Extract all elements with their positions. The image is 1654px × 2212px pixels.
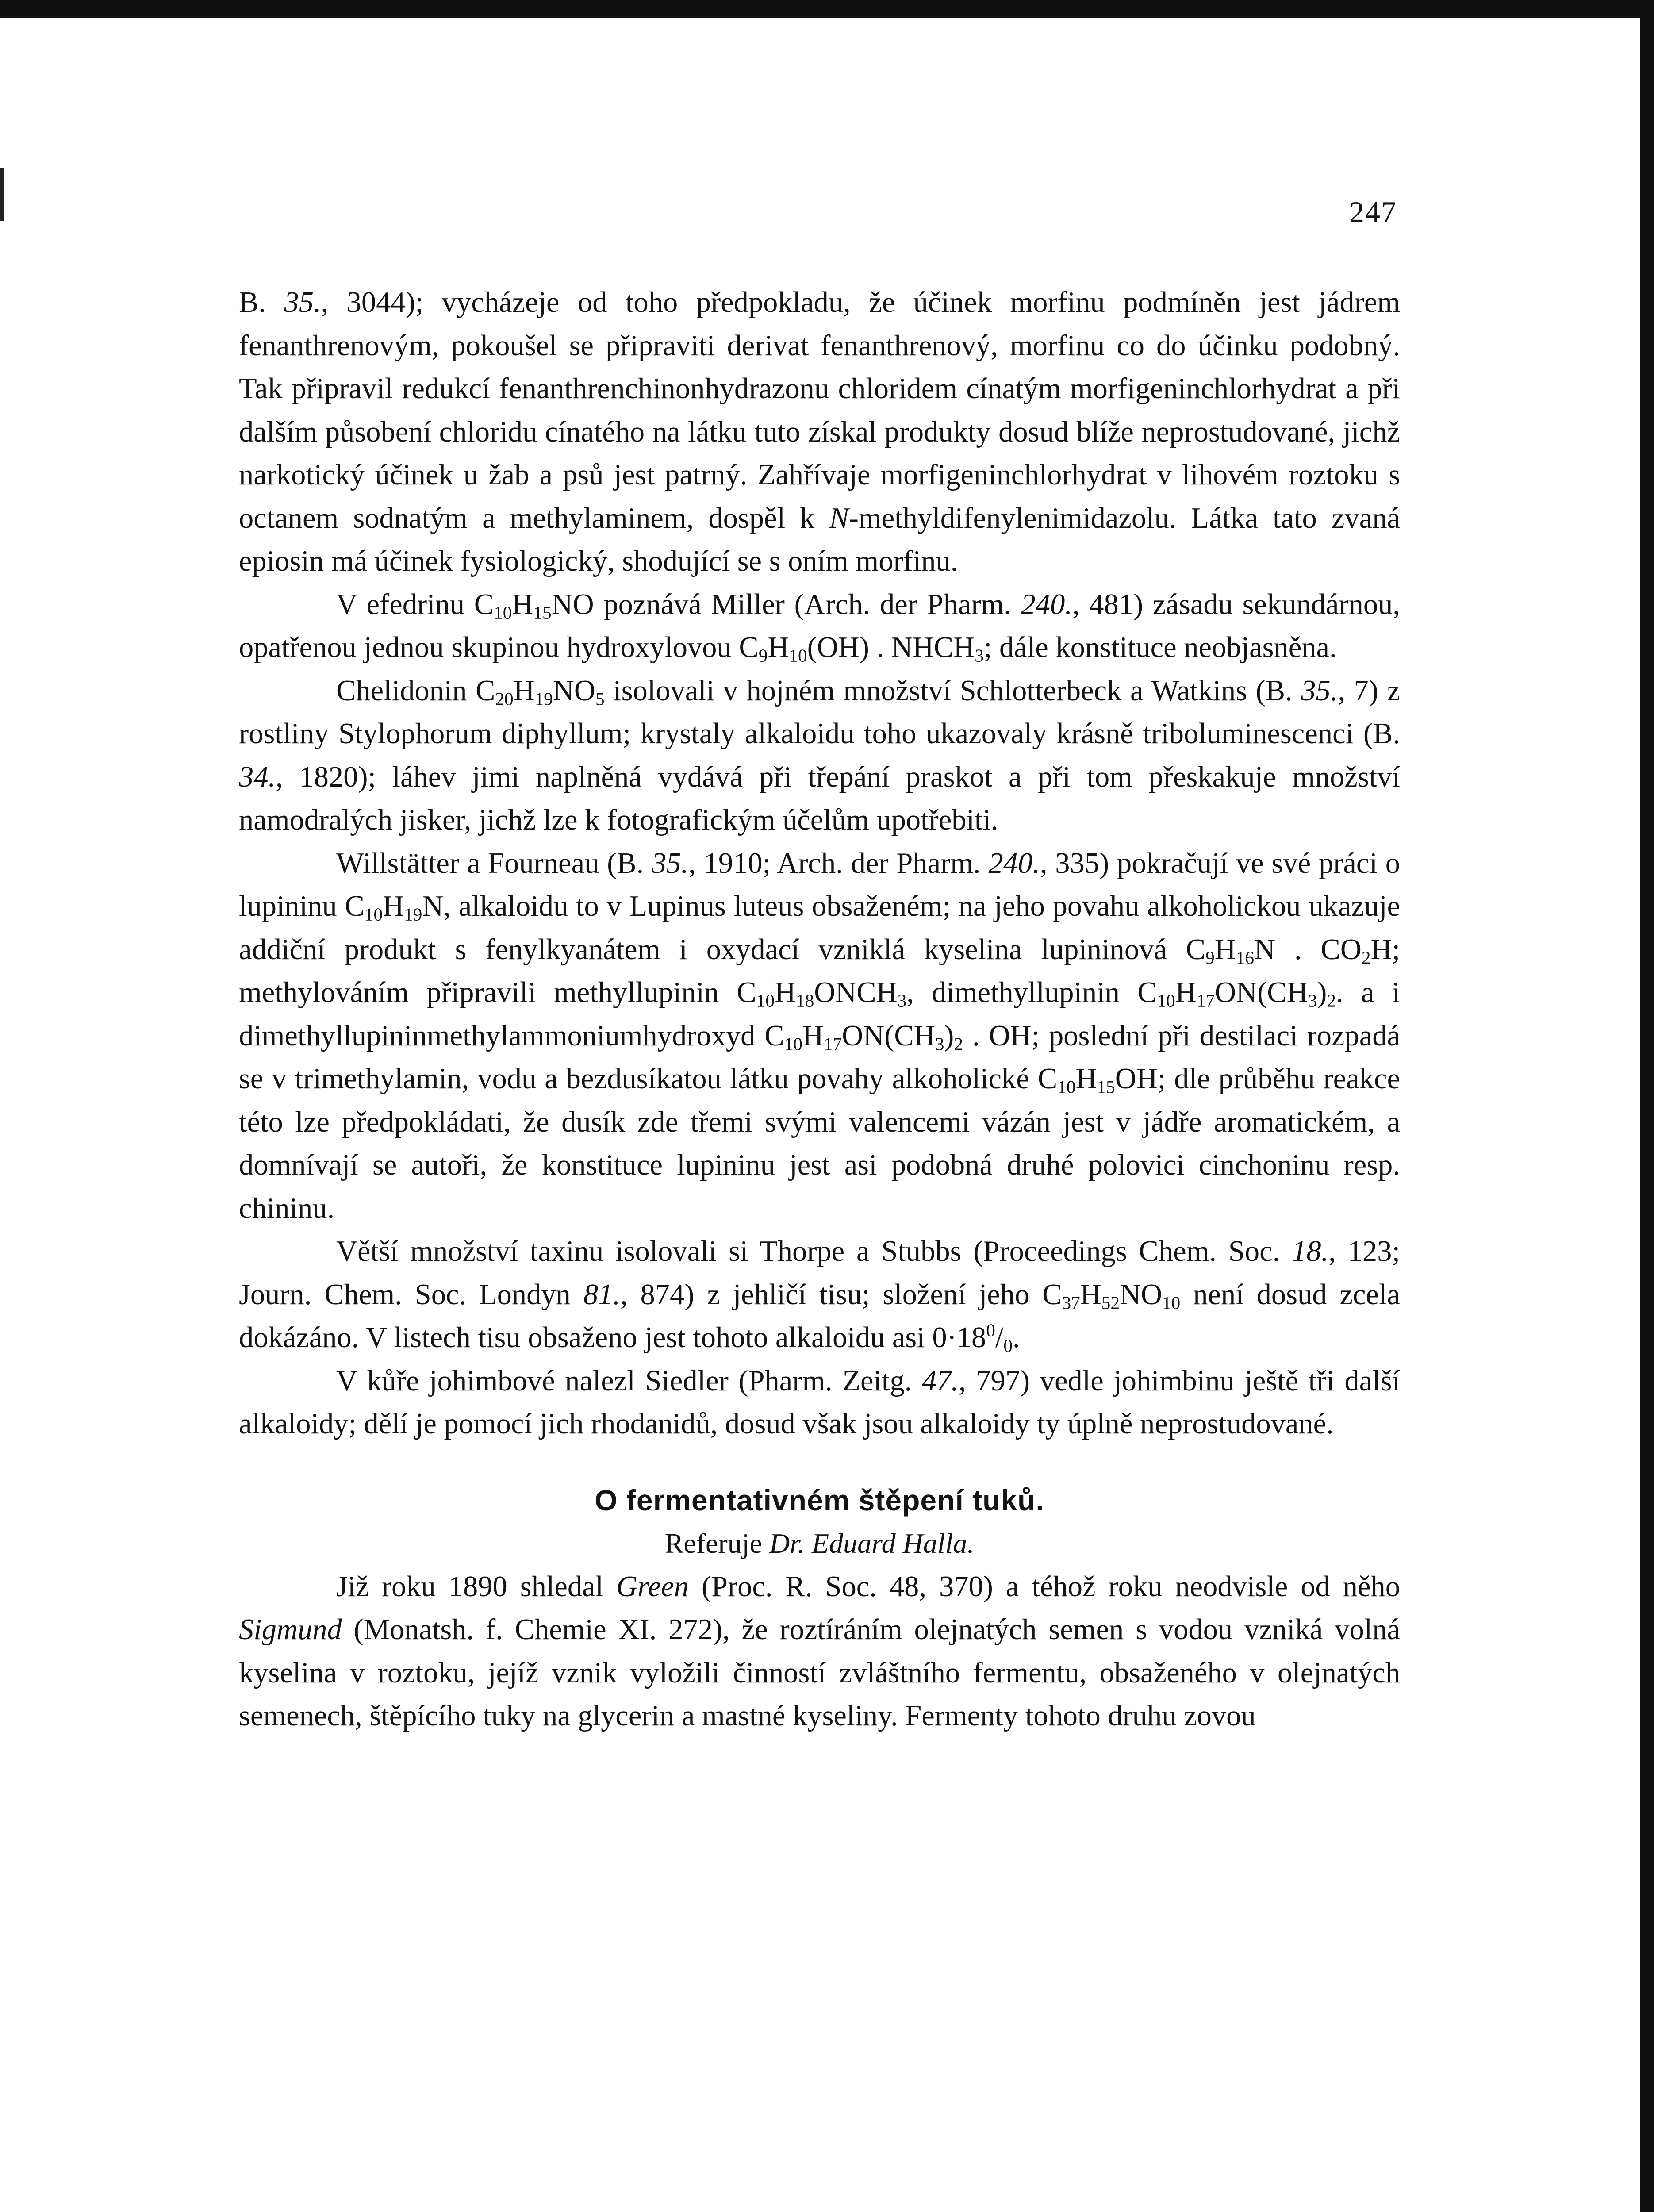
text-run: , 1910; Arch. der Pharm.: [688, 847, 989, 879]
italic-text: 34.: [239, 760, 276, 793]
text-run: -methyldifenylenimidazolu. Látka tato zvaná epiosin má účinek fysiologický, shodující se s oním morfinu.: [239, 502, 1400, 577]
text-run: isolovali v hojném množství Schlotterbeck a Watkins (B.: [604, 674, 1301, 707]
text-run: . OH; poslední při destilaci rozpadá se v trimethylamin, vodu a bezdusíkatou látku povahy alkoholické C: [239, 1019, 1400, 1095]
body-text: [239, 281, 1400, 1738]
subscript: 3: [975, 645, 984, 666]
text-run: , 7) z rostliny Stylophorum diphyllum; krystaly alkaloidu toho ukazovaly krásně triboluminescenci (B.: [239, 674, 1400, 750]
subscript: 10: [1162, 1292, 1181, 1313]
section-heading: O fermentativném štěpení tuků.: [595, 1483, 1044, 1517]
text-run: , 335) pokračují ve své práci o lupininu C: [239, 847, 1400, 922]
scan-border-right: [1640, 0, 1654, 2212]
italic-text: 240.: [1021, 588, 1072, 621]
text-run: Již roku 1890 shledal: [336, 1570, 617, 1603]
text-run: V efedrinu C: [336, 588, 494, 621]
text-run: ): [944, 1019, 954, 1052]
subscript: 10: [1157, 990, 1175, 1011]
subscript: 3: [897, 990, 907, 1011]
text-run: H: [802, 1019, 824, 1052]
text-run: Větší množství taxinu isolovali si Thorpe a Stubbs (Proceedings Chem. Soc.: [336, 1235, 1292, 1267]
subscript: 20: [495, 688, 514, 709]
subscript: 52: [1101, 1292, 1120, 1313]
italic-text: 47.: [921, 1364, 959, 1397]
text-run: , 874) z jehličí tisu; složení jeho C: [620, 1278, 1062, 1311]
subscript: 17: [823, 1033, 842, 1054]
text-run: H: [513, 674, 535, 707]
subscript: 17: [1196, 990, 1215, 1011]
text-run: , dimethyllupinin C: [906, 976, 1157, 1009]
text-run: , 1820); láhev jimi naplněná vydává při třepání praskot a při tom přeskakuje množství namodralých jisker, jichž lze k fotografickým účelům upotřebiti.: [239, 760, 1400, 836]
page-number: 247: [1349, 195, 1397, 229]
subscript: 16: [1236, 947, 1254, 968]
subscript: 0: [1003, 1335, 1013, 1356]
text-run: N, alkaloidu to v Lupinus luteus obsaženém; na jeho povahu alkoholickou ukazuje addiční produkt s fenylkyanátem i oxydací vzniklá kyselina lupininová C: [239, 890, 1400, 966]
italic-text: 35.: [1301, 674, 1338, 707]
italic-text: Sigmund: [239, 1613, 342, 1646]
text-run: ON(CH: [842, 1019, 935, 1052]
text-run: , 123; Journ. Chem. Soc. Londyn: [239, 1235, 1400, 1311]
subscript: 2: [1361, 947, 1371, 968]
text-run: H: [1075, 1063, 1097, 1095]
text-run: H: [774, 976, 796, 1009]
italic-text: 81.: [583, 1278, 620, 1311]
text-run: (Proc. R. Soc. 48, 370) a téhož roku neodvisle od něho: [688, 1570, 1400, 1603]
text-run: OH; dle průběhu reakce této lze předpokládati, že dusík zde třemi svými valencemi vázán jest v jádře aromatickém, a domnívají se autoři, že konstituce lupininu jest asi podobná druhé polovici cinchoninu resp. chininu.: [239, 1063, 1400, 1225]
paragraph: [239, 1230, 1400, 1359]
text-run: H; methylováním připravili methyllupinin C: [239, 933, 1401, 1009]
text-run: Willstätter a Fourneau (B.: [336, 847, 652, 879]
subscript: 10: [756, 990, 775, 1011]
paragraph: [239, 1565, 1400, 1738]
text-run: NO poznává Miller (Arch. der Pharm.: [551, 588, 1021, 621]
byline-prefix: Referuje: [664, 1528, 769, 1559]
subscript: 2: [1327, 990, 1336, 1011]
text-run: , 797) vedle johimbinu ještě tři další alkaloidy; dělí je pomocí jich rhodanidů, dosud však jsou alkaloidy ty úplně neprostudované.: [239, 1364, 1400, 1440]
italic-text: 18.: [1292, 1235, 1329, 1267]
subscript: 15: [1097, 1076, 1115, 1097]
text-run: (Monatsh. f. Chemie XI. 272), že roztíráním olejnatých semen s vodou vzniká volná kyselina v roztoku, jejíž vznik vyložili činností zvláštního fermentu, obsaženého v olejnatých semenech, štěpícího tuky na glycerin a mastné kyseliny. Fermenty tohoto druhu zovou: [239, 1613, 1400, 1732]
text-run: H: [1214, 933, 1236, 966]
byline-author: Dr. Eduard Halla.: [769, 1528, 975, 1559]
subscript: 19: [534, 688, 553, 709]
subscript: 10: [1057, 1076, 1076, 1097]
text-run: , 3044); vycházeje od toho předpokladu, že účinek morfinu podmíněn jest jádrem fenanthrenovým, pokoušel se připraviti derivat fenanthrenový, morfinu co do účinku podobný. Tak připravil redukcí fenanthrenchinonhydrazonu chloridem cínatým morfigeninchlorhydrat a při dalším působení chloridu cínatého na látku tuto získal produkty dosud blíže neprostudované, jichž narkotický účinek u žab a psů jest patrný. Zahřívaje morfigeninchlorhydrat v lihovém roztoku s octanem sodnatým a methylaminem, dospěl k: [239, 286, 1400, 534]
text-run: ; dále konstituce neobjasněna.: [983, 631, 1337, 664]
section-byline: [239, 1522, 1400, 1565]
text-run: H: [1175, 976, 1197, 1009]
subscript: 9: [758, 645, 768, 666]
paragraph: [239, 669, 1400, 842]
text-run: /: [995, 1321, 1004, 1354]
text-run: NO: [1119, 1278, 1163, 1311]
subscript: 10: [494, 602, 512, 622]
italic-text: 35.: [652, 847, 689, 879]
subscript: 19: [404, 904, 422, 925]
italic-text: N: [829, 502, 849, 534]
paragraph: [239, 1359, 1400, 1446]
text-run: .: [1013, 1321, 1020, 1354]
italic-text: 35.: [284, 286, 321, 319]
text-run: H: [512, 588, 533, 621]
subscript: 9: [1205, 947, 1215, 968]
text-run: ON(CH: [1215, 976, 1308, 1009]
text-run: B.: [239, 286, 284, 319]
paragraph: [239, 583, 1400, 669]
text-run: NO: [553, 674, 595, 707]
subscript: 18: [796, 990, 814, 1011]
subscript: 10: [784, 1033, 802, 1054]
text-run: V kůře johimbové nalezl Siedler (Pharm. Zeitg.: [336, 1364, 922, 1397]
subscript: 3: [1308, 990, 1317, 1011]
subscript: 2: [954, 1033, 963, 1054]
text-run: Chelidonin C: [336, 674, 495, 707]
scan-edge-mark: [0, 168, 4, 221]
italic-text: 240.: [988, 847, 1040, 879]
scan-border-top: [0, 0, 1654, 18]
text-run: (OH) . NHCH: [807, 631, 975, 664]
subscript: 5: [595, 688, 605, 709]
subscript: 10: [364, 904, 383, 925]
text-run: H: [1080, 1278, 1101, 1311]
text-run: . a i dimethyllupininmethylammoniumhydroxyd C: [239, 976, 1400, 1052]
text-run: H: [768, 631, 789, 664]
superscript: 0: [986, 1320, 995, 1340]
paragraph: [239, 842, 1400, 1230]
text-run: ): [1317, 976, 1327, 1009]
paragraph: [239, 281, 1400, 583]
text-run: není dosud zcela dokázáno. V listech tisu obsaženo jest tohoto alkaloidu asi 0·18: [239, 1278, 1400, 1354]
text-run: ONCH: [814, 976, 898, 1009]
subscript: 10: [789, 645, 807, 666]
text-run: H: [383, 890, 404, 922]
subscript: 37: [1062, 1292, 1080, 1313]
text-run: N . CO: [1254, 933, 1362, 966]
subscript: 15: [533, 602, 552, 622]
italic-text: Green: [616, 1570, 689, 1603]
text-run: , 481) zásadu sekundárnou, opatřenou jednou skupinou hydroxylovou C: [239, 588, 1400, 664]
subscript: 3: [935, 1033, 944, 1054]
